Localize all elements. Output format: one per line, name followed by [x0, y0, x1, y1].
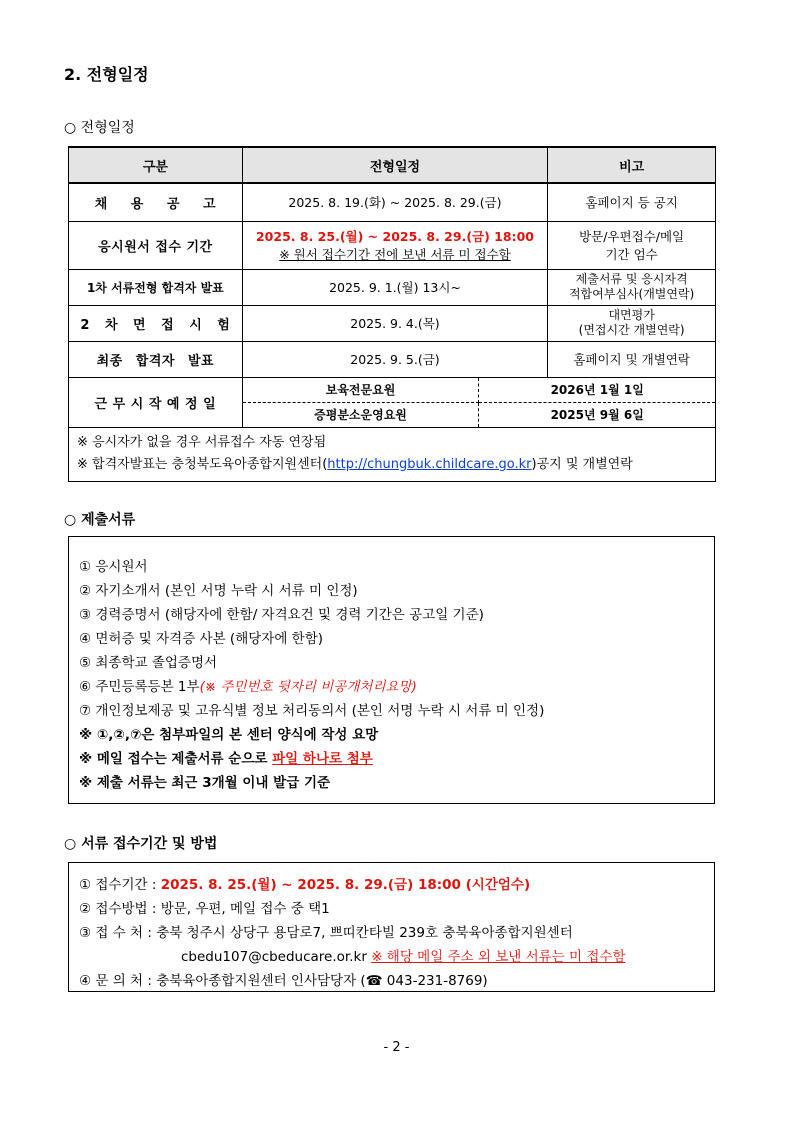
period-value: 2025. 8. 25.(월) ~ 2025. 8. 29.(금) 18:00 (시간엄수) [160, 877, 531, 893]
header-remarks: 비고 [548, 147, 716, 183]
application-period-note: ※ 원서 접수기간 전에 보낸 서류 미 접수함 [279, 247, 511, 262]
row-remarks: 홈페이지 및 개별연락 [548, 341, 716, 377]
schedule-table [68, 146, 716, 482]
notes-row [69, 427, 716, 481]
page-number: - 2 - [383, 1040, 410, 1055]
schedule-note: ※ 응시자가 없을 경우 서류접수 자동 연장됨 [77, 435, 327, 450]
row-schedule: 2025. 8. 19.(화) ~ 2025. 8. 29.(금) [242, 183, 548, 221]
documents-subtitle: ○ 제출서류 [64, 512, 136, 528]
center-website-link[interactable]: http://chungbuk.childcare.go.kr [327, 457, 532, 472]
remarks-line: 방문/우편접수/메일 [579, 229, 685, 244]
document-item: ① 응시원서 [79, 559, 148, 575]
document-item: ④ 면허증 및 자격증 사본 (해당자에 한함) [79, 631, 323, 647]
email-warning: ※ 해당 메일 주소 외 보낸 서류는 미 접수함 [371, 949, 626, 965]
row-label: 최종 합격자 발표 [69, 341, 243, 377]
schedule-note [77, 454, 707, 476]
row-schedule: 2025. 9. 4.(목) [242, 305, 548, 341]
document-item: ③ 경력증명서 (해당자에 한함/ 자격요건 및 경력 기간은 공고일 기준) [79, 607, 484, 623]
document-note: ※ 제출 서류는 최근 3개월 이내 발급 기준 [79, 775, 331, 791]
position-name: 증평분소운영요원 [243, 402, 479, 427]
header-schedule: 전형일정 [242, 147, 548, 183]
row-label: 응시원서 접수 기간 [69, 221, 243, 269]
remarks-line: 대면평가 [608, 308, 655, 322]
row-label: 근 무 시 작 예 정 일 [69, 377, 243, 427]
document-item-text: ⑥ 주민등록등본 1부 [79, 679, 200, 695]
document-item-warning: (※ 주민번호 뒷자리 비공개처리요망) [199, 679, 417, 695]
schedule-notes [69, 427, 716, 481]
documents-box [68, 536, 715, 804]
header-category: 구분 [69, 147, 243, 183]
submission-period [79, 873, 530, 893]
document-note [79, 747, 373, 767]
note-text: ※ 메일 접수는 제출서류 순으로 [79, 751, 273, 767]
position-name: 보육전문요원 [243, 378, 479, 403]
note-text: )공지 및 개별연락 [531, 457, 633, 472]
schedule-subtitle: ○ 전형일정 [64, 120, 135, 136]
application-period: 2025. 8. 25.(월) ~ 2025. 8. 29.(금) 18:00 [255, 229, 534, 244]
remarks-line: 적합여부심사(개별연락) [568, 287, 695, 301]
submission-email-line [181, 945, 626, 965]
submission-box [68, 862, 715, 992]
document-note: ※ ①,②,⑦은 첨부파일의 본 센터 양식에 작성 요망 [79, 727, 379, 743]
submission-subtitle: ○ 서류 접수기간 및 방법 [64, 836, 218, 852]
document-item: ② 자기소개서 (본인 서명 누락 시 서류 미 인정) [79, 583, 358, 599]
row-remarks: 홈페이지 등 공지 [548, 183, 716, 221]
row-schedule [242, 221, 548, 269]
row-schedule: 2025. 9. 1.(월) 13시~ [242, 269, 548, 305]
remarks-line: 제출서류 및 응시자격 [575, 272, 688, 286]
submission-email: cbedu107@cbeducare.or.kr [181, 949, 367, 965]
section-title: 2. 전형일정 [64, 65, 149, 84]
table-row [69, 305, 716, 341]
note-highlight: 파일 하나로 첨부 [272, 751, 373, 767]
work-start-cell [242, 377, 715, 427]
table-row [69, 183, 716, 221]
document-item: ⑤ 최종학교 졸업증명서 [79, 655, 218, 671]
row-remarks [548, 305, 716, 341]
table-row [69, 221, 716, 269]
document-item [79, 675, 417, 695]
submission-contact: ④ 문 의 처 : 충북육아종합지원센터 인사담당자 (☎ 043-231-8769) [79, 973, 488, 989]
submission-address: ③ 접 수 처 : 충북 청주시 상당구 용담로7, 쁘띠칸타빌 239호 충북육아종합지원센터 [79, 925, 573, 941]
work-start-table [243, 378, 715, 427]
table-row [69, 341, 716, 377]
remarks-line: 기간 엄수 [605, 247, 658, 262]
table-row [69, 269, 716, 305]
period-label: ① 접수기간 : [79, 877, 161, 893]
row-label: 채 용 공 고 [69, 183, 243, 221]
remarks-line: (면접시간 개별연락) [578, 323, 685, 337]
submission-method: ② 접수방법 : 방문, 우편, 메일 접수 중 택1 [79, 901, 330, 917]
position-date: 2025년 9월 6일 [550, 408, 644, 422]
row-remarks [548, 221, 716, 269]
note-text: ※ 합격자발표는 충청북도육아종합지원센터( [77, 457, 328, 472]
table-row [69, 377, 716, 427]
document-item: ⑦ 개인정보제공 및 고유식별 정보 처리동의서 (본인 서명 누락 시 서류 미 인정) [79, 703, 545, 719]
row-label: 2 차 면 접 시 험 [69, 305, 243, 341]
row-schedule: 2025. 9. 5.(금) [242, 341, 548, 377]
position-date: 2026년 1월 1일 [479, 378, 715, 403]
row-label: 1차 서류전형 합격자 발표 [69, 269, 243, 305]
row-remarks [548, 269, 716, 305]
